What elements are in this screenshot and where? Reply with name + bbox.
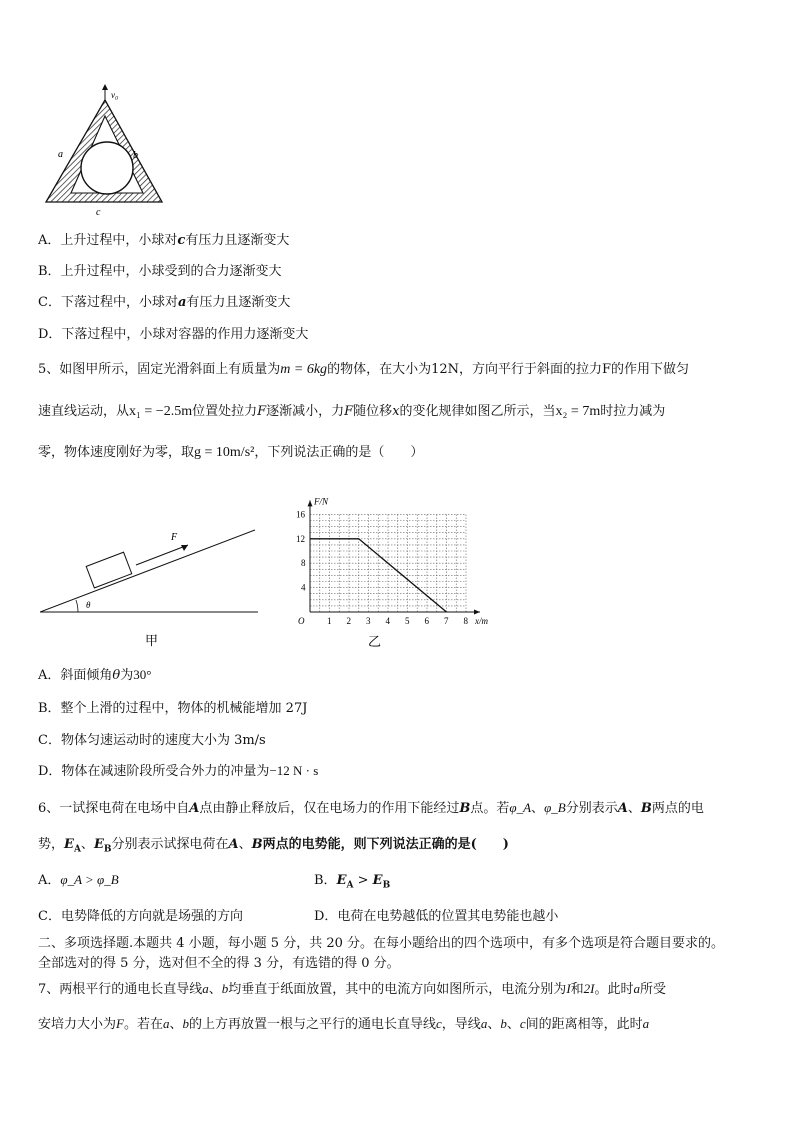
x-axis-label: x/m — [475, 616, 488, 626]
y-axis-arrow — [308, 500, 313, 506]
angle-arc — [76, 600, 78, 612]
q6-option-d: D．电荷在电势越低的位置其电势能也越小 — [314, 909, 559, 924]
x-tick-label: 3 — [366, 616, 371, 626]
q6-stem-line2: 势，$E_A$、$E_B$分别表示试探电荷在A、B两点的电势能，则下列说法正确的是( ) — [38, 837, 509, 855]
triangle-container-figure — [38, 84, 168, 220]
chart-axes — [308, 500, 481, 614]
q7-stem-line1: 7、两根平行的通电长直导线a、b均垂直于纸面放置，其中的电流方向如图所示，电流分别为I和2I。此时a所受 — [38, 981, 667, 997]
incline-surface — [40, 530, 255, 612]
section-2-heading-line1: 二、多项选择题.本题共 4 小题，每小题 5 分，共 20 分。在每小题给出的四个选项中，有多个选项是符合题目要求的。 — [38, 936, 725, 951]
q5-option-a: A．斜面倾角θ为30° — [38, 667, 152, 683]
x-tick-label: 5 — [405, 616, 410, 626]
q4-option-c: C．下落过程中，小球对a有压力且逐渐变大 — [38, 295, 291, 310]
q7-stem-line2: 安培力大小为F。若在a、b的上方再放置一根与之平行的通电长直导线c，导线a、b、c间的距离相等，此时a — [38, 1016, 650, 1032]
figure-jia-caption: 甲 — [145, 633, 159, 648]
q4-option-d: D．下落过程中，小球对容器的作用力逐渐变大 — [38, 327, 309, 342]
ball — [81, 142, 133, 194]
theta-label: θ — [86, 600, 91, 610]
q6-stem-line1: 6、一试探电荷在电场中自A点由静止释放后，仅在电场力的作用下能经过B点。若φ_A、φ_B分别表示A、B两点的电 — [38, 800, 704, 816]
chart-tick-labels — [296, 496, 488, 626]
x-tick-label: 7 — [444, 616, 449, 626]
force-label: F — [171, 532, 178, 543]
x-tick-label: 8 — [463, 616, 468, 626]
q5-option-c: C．物体匀速运动时的速度大小为 3m/s — [38, 733, 266, 748]
q5-stem-line1: 5、如图甲所示，固定光滑斜面上有质量为m = 6kg的物体，在大小为12N，方向平行于斜面的拉力F的作用下做匀 — [38, 362, 689, 377]
y-axis-label: F/N — [314, 496, 329, 507]
y-tick-label: 4 — [301, 582, 306, 593]
x-tick-label: 1 — [327, 616, 332, 626]
block — [86, 552, 132, 588]
incline-figure — [40, 520, 260, 650]
q6-option-a: A．φ_A > φ_B — [38, 872, 119, 888]
q5-stem-line3: 零，物体速度刚好为零，取g = 10m/s²，下列说法正确的是（ ） — [38, 445, 424, 460]
force-displacement-chart — [280, 478, 510, 650]
y-tick-label: 8 — [301, 558, 306, 569]
q6-option-b: B．$E_A > E_B$ — [314, 873, 391, 891]
figure-yi-caption: 乙 — [368, 634, 382, 649]
x-tick-label: 4 — [385, 616, 390, 626]
q5-option-d: D．物体在减速阶段所受合外力的冲量为−12 N · s — [38, 763, 319, 779]
origin-label: O — [298, 616, 305, 626]
wall-c-label: c — [96, 207, 101, 218]
x-tick-label: 2 — [346, 616, 351, 626]
y-tick-label: 16 — [296, 509, 305, 520]
q4-option-b: B．上升过程中，小球受到的合力逐渐变大 — [38, 264, 282, 279]
q4-option-a: A．上升过程中，小球对c有压力且逐渐变大 — [38, 233, 290, 248]
q6-option-c: C．电势降低的方向就是场强的方向 — [38, 909, 243, 924]
wall-a-label: a — [58, 149, 63, 160]
wall-b-label: b — [133, 150, 138, 161]
y-tick-label: 12 — [296, 533, 305, 544]
force-arrow — [136, 545, 188, 565]
q5-option-b: B．整个上滑的过程中，物体的机械能增加 27J — [38, 701, 308, 716]
q5-stem-line2: 速直线运动，从x₁ = −2.5m位置处拉力F逐渐减小，力F随位移x的变化规律如图乙所示，当x₂ = 7m时拉力减为 — [38, 404, 666, 419]
x-tick-label: 6 — [424, 616, 429, 626]
x-axis-arrow — [474, 610, 480, 615]
section-2-heading-line2: 全部选对的得 5 分，选对但不全的得 3 分，有选错的得 0 分。 — [38, 956, 400, 971]
v0-label: v₀ — [111, 90, 119, 100]
